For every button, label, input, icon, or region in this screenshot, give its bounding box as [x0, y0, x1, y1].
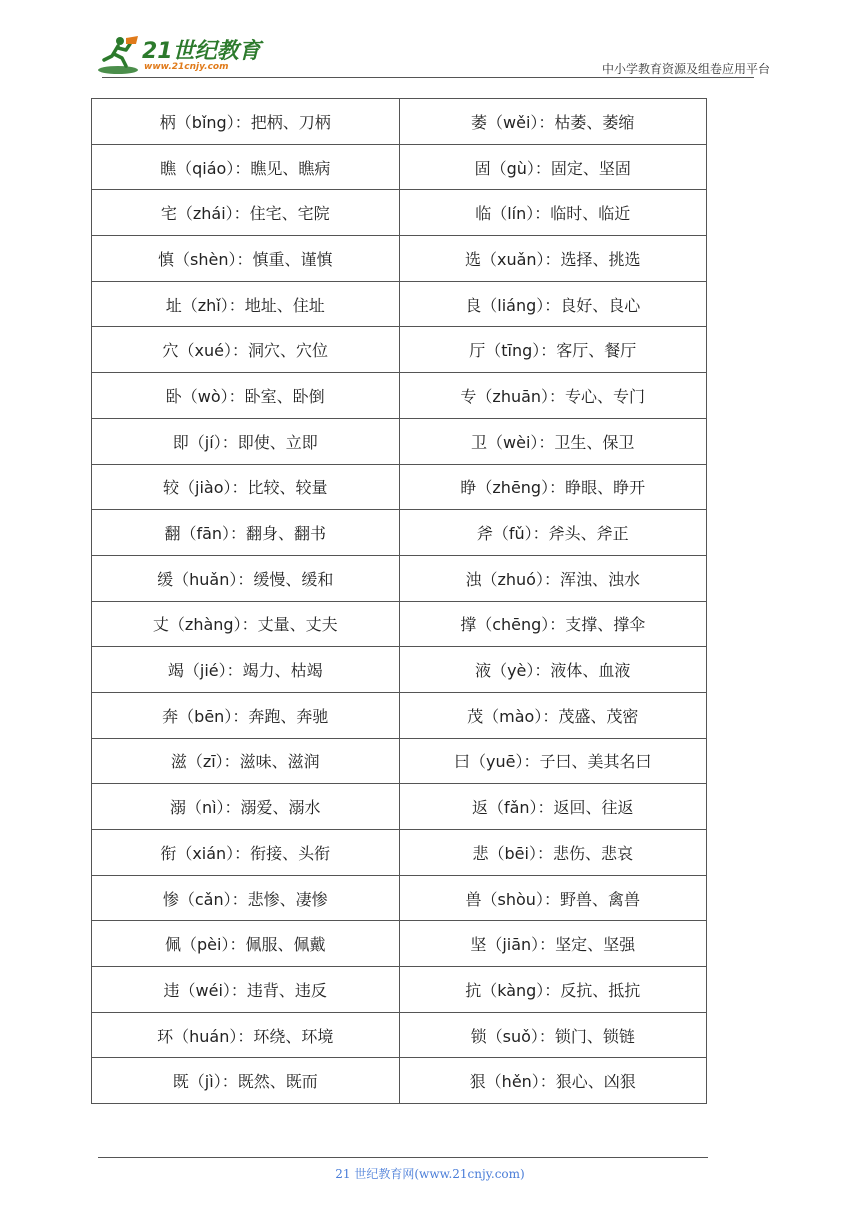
vocab-cell-left: 翻（fān）：翻身、翻书: [92, 510, 400, 556]
vocab-cell-left: 环（huán）：环绕、环境: [92, 1012, 400, 1058]
vocab-cell-right: 锁（suǒ）：锁门、锁链: [399, 1012, 707, 1058]
logo-text: 21世纪教育: [142, 39, 261, 64]
table-row: [92, 236, 707, 282]
table-row: [92, 875, 707, 921]
vocab-cell-left: 瞧（qiáo）：瞧见、瞧病: [92, 144, 400, 190]
vocab-cell-right: 睁（zhēng）：睁眼、睁开: [399, 464, 707, 510]
platform-tagline: 中小学教育资源及组卷应用平台: [601, 62, 770, 76]
table-row: [92, 555, 707, 601]
table-row: [92, 281, 707, 327]
vocab-cell-left: 既（jì）：既然、既而: [92, 1058, 400, 1104]
vocab-cell-right: 专（zhuān）：专心、专门: [399, 373, 707, 419]
vocab-cell-left: 溺（nì）：溺爱、溺水: [92, 784, 400, 830]
runner-logo-icon: [96, 36, 142, 76]
table-row: [92, 738, 707, 784]
vocabulary-table-body: [92, 99, 707, 1104]
vocab-cell-right: 斧（fǔ）：斧头、斧正: [399, 510, 707, 556]
vocab-cell-right: 固（gù）：固定、坚固: [399, 144, 707, 190]
vocab-cell-right: 浊（zhuó）：浑浊、浊水: [399, 555, 707, 601]
vocab-cell-left: 惨（cǎn）：悲惨、凄惨: [92, 875, 400, 921]
table-row: [92, 418, 707, 464]
table-row: [92, 510, 707, 556]
vocab-cell-left: 址（zhǐ）：地址、住址: [92, 281, 400, 327]
vocab-cell-right: 抗（kàng）：反抗、抵抗: [399, 967, 707, 1013]
vocab-cell-right: 悲（bēi）：悲伤、悲哀: [399, 830, 707, 876]
vocab-cell-left: 滋（zī）：滋味、滋润: [92, 738, 400, 784]
table-row: [92, 190, 707, 236]
table-row: [92, 830, 707, 876]
vocab-cell-right: 坚（jiān）：坚定、坚强: [399, 921, 707, 967]
table-row: [92, 784, 707, 830]
vocab-cell-left: 丈（zhàng）：丈量、丈夫: [92, 601, 400, 647]
vocab-cell-right: 曰（yuē）：子曰、美其名曰: [399, 738, 707, 784]
vocab-cell-right: 液（yè）：液体、血液: [399, 647, 707, 693]
vocab-cell-left: 慎（shèn）：慎重、谨慎: [92, 236, 400, 282]
table-row: [92, 99, 707, 145]
vocab-cell-right: 厅（tīng）：客厅、餐厅: [399, 327, 707, 373]
table-row: [92, 967, 707, 1013]
vocab-cell-right: 兽（shòu）：野兽、禽兽: [399, 875, 707, 921]
vocab-cell-left: 较（jiào）：比较、较量: [92, 464, 400, 510]
vocabulary-table: [91, 98, 707, 1104]
table-row: [92, 327, 707, 373]
table-row: [92, 921, 707, 967]
logo-url: www.21cnjy.com: [144, 62, 229, 72]
vocab-cell-right: 狠（hěn）：狠心、凶狠: [399, 1058, 707, 1104]
table-row: [92, 647, 707, 693]
site-logo: [96, 34, 266, 78]
footer-text: 21 世纪教育网(www.21cnjy.com): [335, 1167, 525, 1181]
vocab-cell-left: 奔（bēn）：奔跑、奔驰: [92, 692, 400, 738]
vocab-cell-left: 柄（bǐng）：把柄、刀柄: [92, 99, 400, 145]
header-divider: [102, 77, 754, 78]
vocab-cell-right: 萎（wěi）：枯萎、萎缩: [399, 99, 707, 145]
vocab-cell-left: 穴（xué）：洞穴、穴位: [92, 327, 400, 373]
vocab-cell-left: 佩（pèi）：佩服、佩戴: [92, 921, 400, 967]
vocab-cell-right: 茂（mào）：茂盛、茂密: [399, 692, 707, 738]
vocab-cell-left: 竭（jié）：竭力、枯竭: [92, 647, 400, 693]
vocab-cell-right: 选（xuǎn）：选择、挑选: [399, 236, 707, 282]
table-row: [92, 373, 707, 419]
vocab-cell-left: 衔（xián）：衔接、头衔: [92, 830, 400, 876]
vocab-cell-right: 返（fǎn）：返回、往返: [399, 784, 707, 830]
vocab-cell-left: 即（jí）：即使、立即: [92, 418, 400, 464]
vocab-cell-right: 撑（chēng）：支撑、撑伞: [399, 601, 707, 647]
vocab-cell-left: 违（wéi）：违背、违反: [92, 967, 400, 1013]
footer-divider: [98, 1157, 708, 1158]
table-row: [92, 464, 707, 510]
vocab-cell-right: 临（lín）：临时、临近: [399, 190, 707, 236]
table-row: [92, 1012, 707, 1058]
page-header: [0, 0, 860, 100]
vocab-cell-right: 良（liáng）：良好、良心: [399, 281, 707, 327]
vocab-cell-left: 宅（zhái）：住宅、宅院: [92, 190, 400, 236]
vocab-cell-left: 缓（huǎn）：缓慢、缓和: [92, 555, 400, 601]
vocab-cell-left: 卧（wò）：卧室、卧倒: [92, 373, 400, 419]
table-row: [92, 144, 707, 190]
vocab-cell-right: 卫（wèi）：卫生、保卫: [399, 418, 707, 464]
table-row: [92, 1058, 707, 1104]
table-row: [92, 692, 707, 738]
table-row: [92, 601, 707, 647]
